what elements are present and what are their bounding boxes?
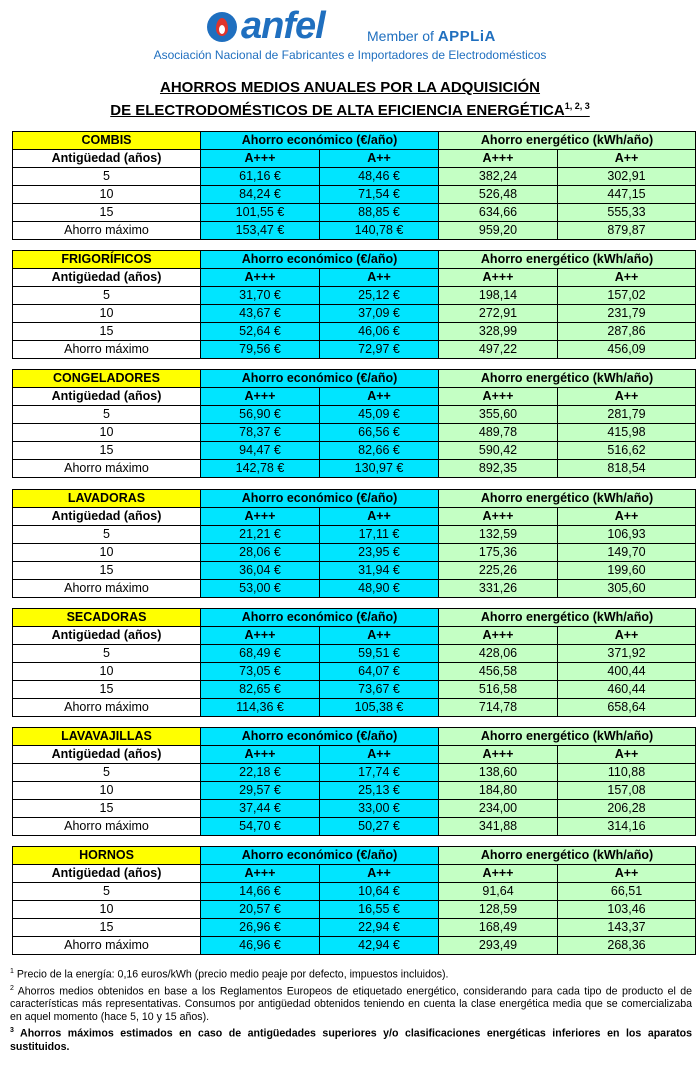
age-cell: 10 — [13, 424, 201, 442]
econ-a3-cell: 36,04 € — [201, 562, 320, 580]
econ-a2-cell: 88,85 € — [320, 204, 439, 222]
ener-a2-cell: 516,62 — [558, 442, 696, 460]
footnote-3-text: Ahorros máximos estimados en caso de antigüedades superiores y/o clasificaciones energéticas inferiores en los aparatos sustituidos. — [10, 1027, 692, 1053]
econ-a2-header: A++ — [320, 508, 439, 526]
economic-savings-header: Ahorro económico (€/año) — [201, 370, 439, 388]
econ-a3-cell: 68,49 € — [201, 645, 320, 663]
econ-a3-cell: 101,55 € — [201, 204, 320, 222]
econ-a2-cell: 72,97 € — [320, 341, 439, 359]
table-row — [13, 168, 696, 186]
table-row — [13, 222, 696, 240]
ener-a2-cell: 110,88 — [558, 764, 696, 782]
ener-a2-cell: 268,36 — [558, 937, 696, 955]
age-header: Antigüedad (años) — [13, 627, 201, 645]
energy-savings-header: Ahorro energético (kWh/año) — [439, 728, 696, 746]
ener-a3-cell: 892,35 — [439, 460, 558, 478]
energy-savings-header: Ahorro energético (kWh/año) — [439, 847, 696, 865]
econ-a2-cell: 48,90 € — [320, 580, 439, 598]
table-row — [13, 424, 696, 442]
ener-a3-cell: 293,49 — [439, 937, 558, 955]
table-1 — [12, 250, 696, 359]
age-cell: 10 — [13, 305, 201, 323]
econ-a2-cell: 42,94 € — [320, 937, 439, 955]
association-name: Asociación Nacional de Fabricantes e Importadores de Electrodomésticos — [153, 48, 547, 62]
econ-a2-cell: 37,09 € — [320, 305, 439, 323]
econ-a3-header: A+++ — [201, 627, 320, 645]
energy-savings-header: Ahorro energético (kWh/año) — [439, 609, 696, 627]
econ-a2-header: A++ — [320, 269, 439, 287]
table-6 — [12, 846, 696, 955]
age-cell: 10 — [13, 901, 201, 919]
table-row — [13, 883, 696, 901]
footnotes — [10, 965, 692, 1054]
ener-a2-cell: 149,70 — [558, 544, 696, 562]
applia-label: APPLiA — [437, 28, 496, 45]
econ-a2-header: A++ — [320, 746, 439, 764]
table-header-row — [13, 847, 696, 865]
footnote-3-mark: 3 — [10, 1027, 14, 1035]
table-5 — [12, 727, 696, 836]
energy-savings-header: Ahorro energético (kWh/año) — [439, 490, 696, 508]
econ-a3-cell: 43,67 € — [201, 305, 320, 323]
ener-a2-cell: 199,60 — [558, 562, 696, 580]
age-header: Antigüedad (años) — [13, 150, 201, 168]
age-cell: 5 — [13, 168, 201, 186]
category-name: COMBIS — [13, 132, 201, 150]
energy-savings-header: Ahorro energético (kWh/año) — [439, 132, 696, 150]
footnote-1-text: Precio de la energía: 0,16 euros/kWh (precio medio peaje por defecto, impuestos incluidos). — [16, 968, 449, 981]
econ-a3-header: A+++ — [201, 865, 320, 883]
economic-savings-header: Ahorro económico (€/año) — [201, 609, 439, 627]
table-subheader-row — [13, 627, 696, 645]
energy-savings-header: Ahorro energético (kWh/año) — [439, 251, 696, 269]
anfel-logo — [207, 5, 507, 50]
econ-a2-header: A++ — [320, 388, 439, 406]
age-cell: 15 — [13, 442, 201, 460]
ener-a2-cell: 415,98 — [558, 424, 696, 442]
age-header: Antigüedad (años) — [13, 269, 201, 287]
ener-a3-cell: 526,48 — [439, 186, 558, 204]
category-name: SECADORAS — [13, 609, 201, 627]
footnote-1 — [10, 965, 692, 982]
econ-a2-cell: 45,09 € — [320, 406, 439, 424]
econ-a3-cell: 22,18 € — [201, 764, 320, 782]
ener-a2-header: A++ — [558, 746, 696, 764]
age-cell: 5 — [13, 764, 201, 782]
ener-a3-cell: 128,59 — [439, 901, 558, 919]
econ-a2-cell: 25,13 € — [320, 782, 439, 800]
table-header-row — [13, 609, 696, 627]
table-row — [13, 526, 696, 544]
table-subheader-row — [13, 269, 696, 287]
age-header: Antigüedad (años) — [13, 865, 201, 883]
econ-a2-cell: 17,74 € — [320, 764, 439, 782]
ener-a3-cell: 331,26 — [439, 580, 558, 598]
age-cell: 5 — [13, 526, 201, 544]
econ-a3-cell: 46,96 € — [201, 937, 320, 955]
econ-a2-cell: 16,55 € — [320, 901, 439, 919]
ener-a3-cell: 132,59 — [439, 526, 558, 544]
table-row — [13, 544, 696, 562]
age-cell: Ahorro máximo — [13, 580, 201, 598]
age-cell: 15 — [13, 800, 201, 818]
footnote-1-mark: 1 — [10, 968, 14, 975]
table-subheader-row — [13, 388, 696, 406]
table-row — [13, 580, 696, 598]
table-row — [13, 663, 696, 681]
table-row — [13, 186, 696, 204]
ener-a3-cell: 497,22 — [439, 341, 558, 359]
econ-a3-cell: 28,06 € — [201, 544, 320, 562]
ener-a2-cell: 302,91 — [558, 168, 696, 186]
age-cell: 10 — [13, 663, 201, 681]
table-4 — [12, 608, 696, 717]
table-header-row — [13, 251, 696, 269]
table-subheader-row — [13, 150, 696, 168]
econ-a2-cell: 25,12 € — [320, 287, 439, 305]
ener-a3-cell: 590,42 — [439, 442, 558, 460]
table-header-row — [13, 132, 696, 150]
econ-a2-header: A++ — [320, 150, 439, 168]
anfel-flame-icon — [207, 12, 237, 42]
ener-a2-cell: 658,64 — [558, 699, 696, 717]
econ-a2-cell: 140,78 € — [320, 222, 439, 240]
ener-a2-cell: 314,16 — [558, 818, 696, 836]
ener-a3-cell: 328,99 — [439, 323, 558, 341]
ener-a2-cell: 555,33 — [558, 204, 696, 222]
ener-a3-header: A+++ — [439, 508, 558, 526]
econ-a3-cell: 78,37 € — [201, 424, 320, 442]
table-subheader-row — [13, 508, 696, 526]
ener-a3-cell: 91,64 — [439, 883, 558, 901]
table-row — [13, 406, 696, 424]
econ-a3-cell: 94,47 € — [201, 442, 320, 460]
ener-a3-cell: 382,24 — [439, 168, 558, 186]
age-cell: 10 — [13, 782, 201, 800]
ener-a2-header: A++ — [558, 388, 696, 406]
table-row — [13, 901, 696, 919]
ener-a3-cell: 272,91 — [439, 305, 558, 323]
ener-a2-cell: 281,79 — [558, 406, 696, 424]
table-row — [13, 287, 696, 305]
ener-a3-cell: 428,06 — [439, 645, 558, 663]
page-header — [0, 6, 700, 68]
ener-a2-cell: 143,37 — [558, 919, 696, 937]
ener-a3-cell: 168,49 — [439, 919, 558, 937]
table-row — [13, 562, 696, 580]
footnote-3 — [10, 1024, 692, 1054]
econ-a3-cell: 52,64 € — [201, 323, 320, 341]
econ-a3-header: A+++ — [201, 508, 320, 526]
econ-a3-cell: 82,65 € — [201, 681, 320, 699]
ener-a3-header: A+++ — [439, 746, 558, 764]
ener-a2-cell: 305,60 — [558, 580, 696, 598]
table-header-row — [13, 728, 696, 746]
ener-a3-header: A+++ — [439, 388, 558, 406]
econ-a3-cell: 73,05 € — [201, 663, 320, 681]
ener-a3-header: A+++ — [439, 269, 558, 287]
table-2 — [12, 369, 696, 478]
title-line-2 — [0, 97, 700, 120]
econ-a3-cell: 14,66 € — [201, 883, 320, 901]
economic-savings-header: Ahorro económico (€/año) — [201, 490, 439, 508]
ener-a3-cell: 138,60 — [439, 764, 558, 782]
economic-savings-header: Ahorro económico (€/año) — [201, 251, 439, 269]
ener-a2-cell: 400,44 — [558, 663, 696, 681]
ener-a3-cell: 198,14 — [439, 287, 558, 305]
age-cell: Ahorro máximo — [13, 341, 201, 359]
ener-a2-cell: 231,79 — [558, 305, 696, 323]
ener-a3-cell: 714,78 — [439, 699, 558, 717]
econ-a2-cell: 73,67 € — [320, 681, 439, 699]
footnote-2-text: Ahorros medios obtenidos en base a los Reglamentos Europeos de etiquetado energético, considerando para cada tipo de producto el de características más representativas. Consumos por antigüedad obtenidos teniendo en cuenta la clase energética media que se comercializaba en aquel momento (hace 5, 10 y 15 años). — [10, 985, 692, 1024]
ener-a3-cell: 634,66 — [439, 204, 558, 222]
table-row — [13, 919, 696, 937]
econ-a3-cell: 37,44 € — [201, 800, 320, 818]
ener-a2-cell: 287,86 — [558, 323, 696, 341]
econ-a2-cell: 130,97 € — [320, 460, 439, 478]
ener-a3-cell: 456,58 — [439, 663, 558, 681]
age-cell: 10 — [13, 544, 201, 562]
econ-a2-cell: 23,95 € — [320, 544, 439, 562]
ener-a2-header: A++ — [558, 150, 696, 168]
econ-a2-cell: 22,94 € — [320, 919, 439, 937]
ener-a2-cell: 66,51 — [558, 883, 696, 901]
ener-a3-cell: 355,60 — [439, 406, 558, 424]
age-cell: Ahorro máximo — [13, 937, 201, 955]
ener-a2-cell: 157,08 — [558, 782, 696, 800]
ener-a3-header: A+++ — [439, 150, 558, 168]
table-row — [13, 645, 696, 663]
econ-a2-header: A++ — [320, 627, 439, 645]
age-cell: 5 — [13, 287, 201, 305]
age-cell: 15 — [13, 204, 201, 222]
age-header: Antigüedad (años) — [13, 508, 201, 526]
econ-a2-cell: 17,11 € — [320, 526, 439, 544]
ener-a2-cell: 879,87 — [558, 222, 696, 240]
econ-a3-cell: 114,36 € — [201, 699, 320, 717]
table-row — [13, 937, 696, 955]
econ-a2-cell: 46,06 € — [320, 323, 439, 341]
econ-a2-cell: 48,46 € — [320, 168, 439, 186]
footnote-2 — [10, 982, 692, 1025]
ener-a3-header: A+++ — [439, 865, 558, 883]
econ-a2-cell: 31,94 € — [320, 562, 439, 580]
age-cell: 5 — [13, 406, 201, 424]
econ-a3-cell: 54,70 € — [201, 818, 320, 836]
table-row — [13, 764, 696, 782]
age-cell: 15 — [13, 919, 201, 937]
table-row — [13, 818, 696, 836]
econ-a3-cell: 61,16 € — [201, 168, 320, 186]
table-row — [13, 305, 696, 323]
ener-a3-cell: 175,36 — [439, 544, 558, 562]
age-header: Antigüedad (años) — [13, 388, 201, 406]
page-title — [0, 78, 700, 120]
ener-a2-cell: 456,09 — [558, 341, 696, 359]
ener-a3-cell: 225,26 — [439, 562, 558, 580]
title-line-2-text: DE ELECTRODOMÉSTICOS DE ALTA EFICIENCIA ENERGÉTICA — [110, 102, 565, 119]
age-cell: Ahorro máximo — [13, 699, 201, 717]
ener-a3-cell: 234,00 — [439, 800, 558, 818]
member-of-label: Member of — [367, 28, 434, 44]
economic-savings-header: Ahorro económico (€/año) — [201, 847, 439, 865]
table-row — [13, 699, 696, 717]
econ-a3-header: A+++ — [201, 269, 320, 287]
table-row — [13, 782, 696, 800]
ener-a2-header: A++ — [558, 865, 696, 883]
ener-a2-header: A++ — [558, 269, 696, 287]
category-name: HORNOS — [13, 847, 201, 865]
ener-a2-cell: 157,02 — [558, 287, 696, 305]
econ-a3-cell: 21,21 € — [201, 526, 320, 544]
econ-a3-cell: 153,47 € — [201, 222, 320, 240]
econ-a2-cell: 59,51 € — [320, 645, 439, 663]
table-3 — [12, 489, 696, 598]
econ-a3-cell: 31,70 € — [201, 287, 320, 305]
table-row — [13, 323, 696, 341]
econ-a2-header: A++ — [320, 865, 439, 883]
table-header-row — [13, 490, 696, 508]
econ-a3-cell: 84,24 € — [201, 186, 320, 204]
econ-a3-cell: 56,90 € — [201, 406, 320, 424]
ener-a3-header: A+++ — [439, 627, 558, 645]
ener-a3-cell: 184,80 — [439, 782, 558, 800]
ener-a2-cell: 206,28 — [558, 800, 696, 818]
title-line-1: AHORROS MEDIOS ANUALES POR LA ADQUISICIÓN — [159, 79, 541, 96]
age-header: Antigüedad (años) — [13, 746, 201, 764]
econ-a3-cell: 26,96 € — [201, 919, 320, 937]
ener-a3-cell: 341,88 — [439, 818, 558, 836]
ener-a3-cell: 489,78 — [439, 424, 558, 442]
econ-a3-cell: 29,57 € — [201, 782, 320, 800]
age-cell: Ahorro máximo — [13, 818, 201, 836]
table-row — [13, 460, 696, 478]
ener-a2-cell: 460,44 — [558, 681, 696, 699]
age-cell: 15 — [13, 681, 201, 699]
age-cell: 5 — [13, 883, 201, 901]
category-name: FRIGORÍFICOS — [13, 251, 201, 269]
table-row — [13, 800, 696, 818]
econ-a3-cell: 53,00 € — [201, 580, 320, 598]
energy-savings-header: Ahorro energético (kWh/año) — [439, 370, 696, 388]
economic-savings-header: Ahorro económico (€/año) — [201, 728, 439, 746]
table-subheader-row — [13, 865, 696, 883]
table-row — [13, 204, 696, 222]
ener-a3-cell: 516,58 — [439, 681, 558, 699]
economic-savings-header: Ahorro económico (€/año) — [201, 132, 439, 150]
econ-a2-cell: 71,54 € — [320, 186, 439, 204]
category-name: LAVAVAJILLAS — [13, 728, 201, 746]
table-row — [13, 341, 696, 359]
footnote-2-mark: 2 — [10, 984, 14, 992]
age-cell: Ahorro máximo — [13, 460, 201, 478]
ener-a2-cell: 371,92 — [558, 645, 696, 663]
ener-a2-cell: 818,54 — [558, 460, 696, 478]
econ-a2-cell: 66,56 € — [320, 424, 439, 442]
category-name: CONGELADORES — [13, 370, 201, 388]
econ-a3-header: A+++ — [201, 388, 320, 406]
table-row — [13, 442, 696, 460]
econ-a2-cell: 82,66 € — [320, 442, 439, 460]
ener-a2-cell: 106,93 — [558, 526, 696, 544]
table-header-row — [13, 370, 696, 388]
econ-a2-cell: 33,00 € — [320, 800, 439, 818]
brand-name: anfel — [241, 5, 325, 47]
category-name: LAVADORAS — [13, 490, 201, 508]
age-cell: Ahorro máximo — [13, 222, 201, 240]
ener-a2-header: A++ — [558, 508, 696, 526]
econ-a3-header: A+++ — [201, 150, 320, 168]
ener-a2-cell: 447,15 — [558, 186, 696, 204]
age-cell: 5 — [13, 645, 201, 663]
econ-a2-cell: 50,27 € — [320, 818, 439, 836]
age-cell: 10 — [13, 186, 201, 204]
table-subheader-row — [13, 746, 696, 764]
econ-a3-cell: 79,56 € — [201, 341, 320, 359]
econ-a2-cell: 10,64 € — [320, 883, 439, 901]
econ-a2-cell: 105,38 € — [320, 699, 439, 717]
age-cell: 15 — [13, 562, 201, 580]
econ-a3-cell: 20,57 € — [201, 901, 320, 919]
econ-a2-cell: 64,07 € — [320, 663, 439, 681]
table-0 — [12, 131, 696, 240]
ener-a3-cell: 959,20 — [439, 222, 558, 240]
econ-a3-header: A+++ — [201, 746, 320, 764]
age-cell: 15 — [13, 323, 201, 341]
econ-a3-cell: 142,78 € — [201, 460, 320, 478]
member-of-applia — [367, 28, 496, 45]
title-footnote-refs: 1, 2, 3 — [564, 101, 590, 111]
ener-a2-cell: 103,46 — [558, 901, 696, 919]
ener-a2-header: A++ — [558, 627, 696, 645]
table-row — [13, 681, 696, 699]
